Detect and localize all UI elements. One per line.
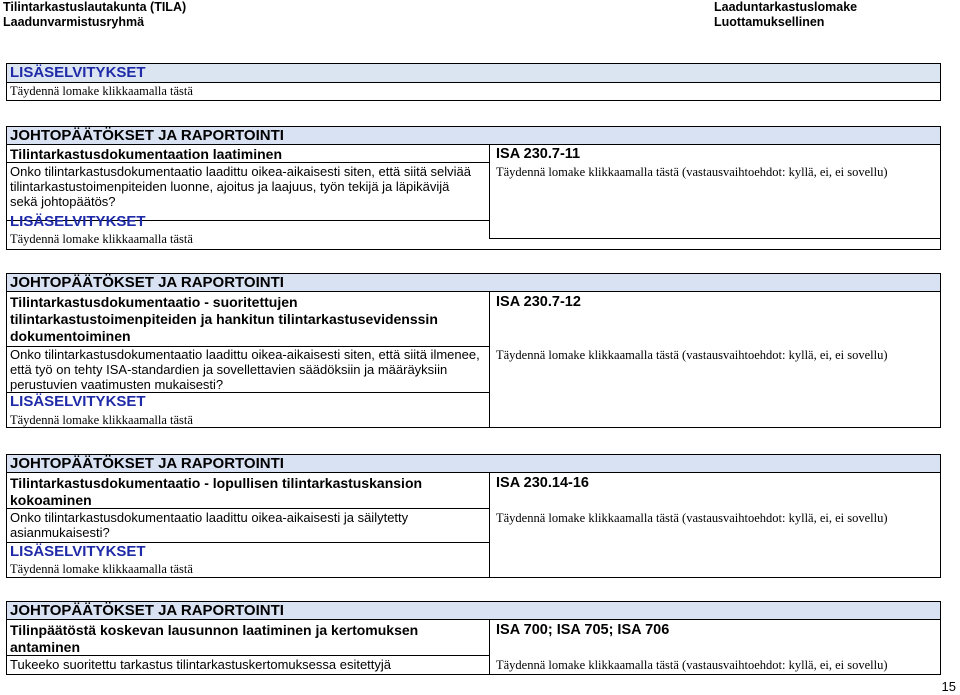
intro-box	[6, 63, 941, 101]
question-text: Tukeeko suoritettu tarkastus tilintarkastuskertomuksessa esitettyjä	[10, 657, 392, 672]
section-subtitle: Tilinpäätöstä koskevan lausunnon laatiminen ja kertomuksen antaminen	[10, 622, 419, 655]
isa-reference: ISA 230.14-16	[496, 475, 589, 491]
answer-field[interactable]: Täydennä lomake klikkaamalla tästä (vastausvaihtoehdot: kyllä, ei, ei sovellu)	[496, 511, 888, 525]
isa-reference: ISA 230.7-11	[496, 146, 581, 162]
group-name: Laadunvarmistusryhmä	[3, 15, 145, 29]
page-number: 15	[941, 679, 956, 694]
section-1	[6, 126, 941, 250]
section-4	[6, 601, 941, 675]
intro-fill-field[interactable]: Täydennä lomake klikkaamalla tästä	[10, 84, 193, 98]
section-title: JOHTOPÄÄTÖKSET JA RAPORTOINTI	[10, 127, 284, 144]
section-title: JOHTOPÄÄTÖKSET JA RAPORTOINTI	[10, 274, 284, 291]
intro-title: LISÄSELVITYKSET	[10, 64, 146, 81]
lis-title: LISÄSELVITYKSET	[10, 213, 146, 230]
question-text: Onko tilintarkastusdokumentaatio laadittu oikea-aikaisesti siten, että siitä ilmenee, että työ on tehty ISA-standardien ja sovellettavien säädöksiin ja määräyksiin perustuvien vaatimusten mukaisesti?	[10, 347, 480, 392]
section-title: JOHTOPÄÄTÖKSET JA RAPORTOINTI	[10, 602, 284, 619]
header-left	[3, 0, 186, 30]
confidential-label: Luottamuksellinen	[714, 15, 825, 29]
section-3	[6, 454, 941, 578]
answer-field[interactable]: Täydennä lomake klikkaamalla tästä (vastausvaihtoehdot: kyllä, ei, ei sovellu)	[496, 165, 888, 179]
header-right	[714, 0, 857, 30]
isa-reference: ISA 230.7-12	[496, 294, 581, 310]
question-text: Onko tilintarkastusdokumentaatio laadittu oikea-aikaisesti siten, että siitä selviää tilintarkastustoimenpiteiden luonne, ajoitus ja laajuus, työn tekijä ja läpikävijä sekä johtopäätös?	[10, 164, 472, 209]
lis-fill-field[interactable]: Täydennä lomake klikkaamalla tästä	[10, 413, 193, 427]
question-text: Onko tilintarkastusdokumentaatio laadittu oikea-aikaisesti ja säilytetty asianmukaisesti?	[10, 510, 409, 540]
org-name: Tilintarkastuslautakunta (TILA)	[3, 0, 187, 14]
answer-field[interactable]: Täydennä lomake klikkaamalla tästä (vastausvaihtoehdot: kyllä, ei, ei sovellu)	[496, 348, 888, 362]
section-2	[6, 273, 941, 428]
lis-title: LISÄSELVITYKSET	[10, 543, 146, 560]
section-title: JOHTOPÄÄTÖKSET JA RAPORTOINTI	[10, 455, 284, 472]
answer-field[interactable]: Täydennä lomake klikkaamalla tästä (vastausvaihtoehdot: kyllä, ei, ei sovellu)	[496, 658, 888, 672]
form-name: Laaduntarkastuslomake	[714, 0, 858, 14]
lis-title: LISÄSELVITYKSET	[10, 393, 146, 410]
section-subtitle: Tilintarkastusdokumentaatio - lopullisen tilintarkastuskansion kokoaminen	[10, 475, 423, 508]
lis-fill-field[interactable]: Täydennä lomake klikkaamalla tästä	[10, 232, 193, 246]
isa-reference: ISA 700; ISA 705; ISA 706	[496, 622, 670, 638]
section-subtitle: Tilintarkastusdokumentaation laatiminen	[10, 146, 283, 162]
section-subtitle: Tilintarkastusdokumentaatio - suoritettujen tilintarkastustoimenpiteiden ja hankitun tilintarkastusevidenssin dokumentoiminen	[10, 294, 438, 344]
lis-fill-field[interactable]: Täydennä lomake klikkaamalla tästä	[10, 562, 193, 576]
